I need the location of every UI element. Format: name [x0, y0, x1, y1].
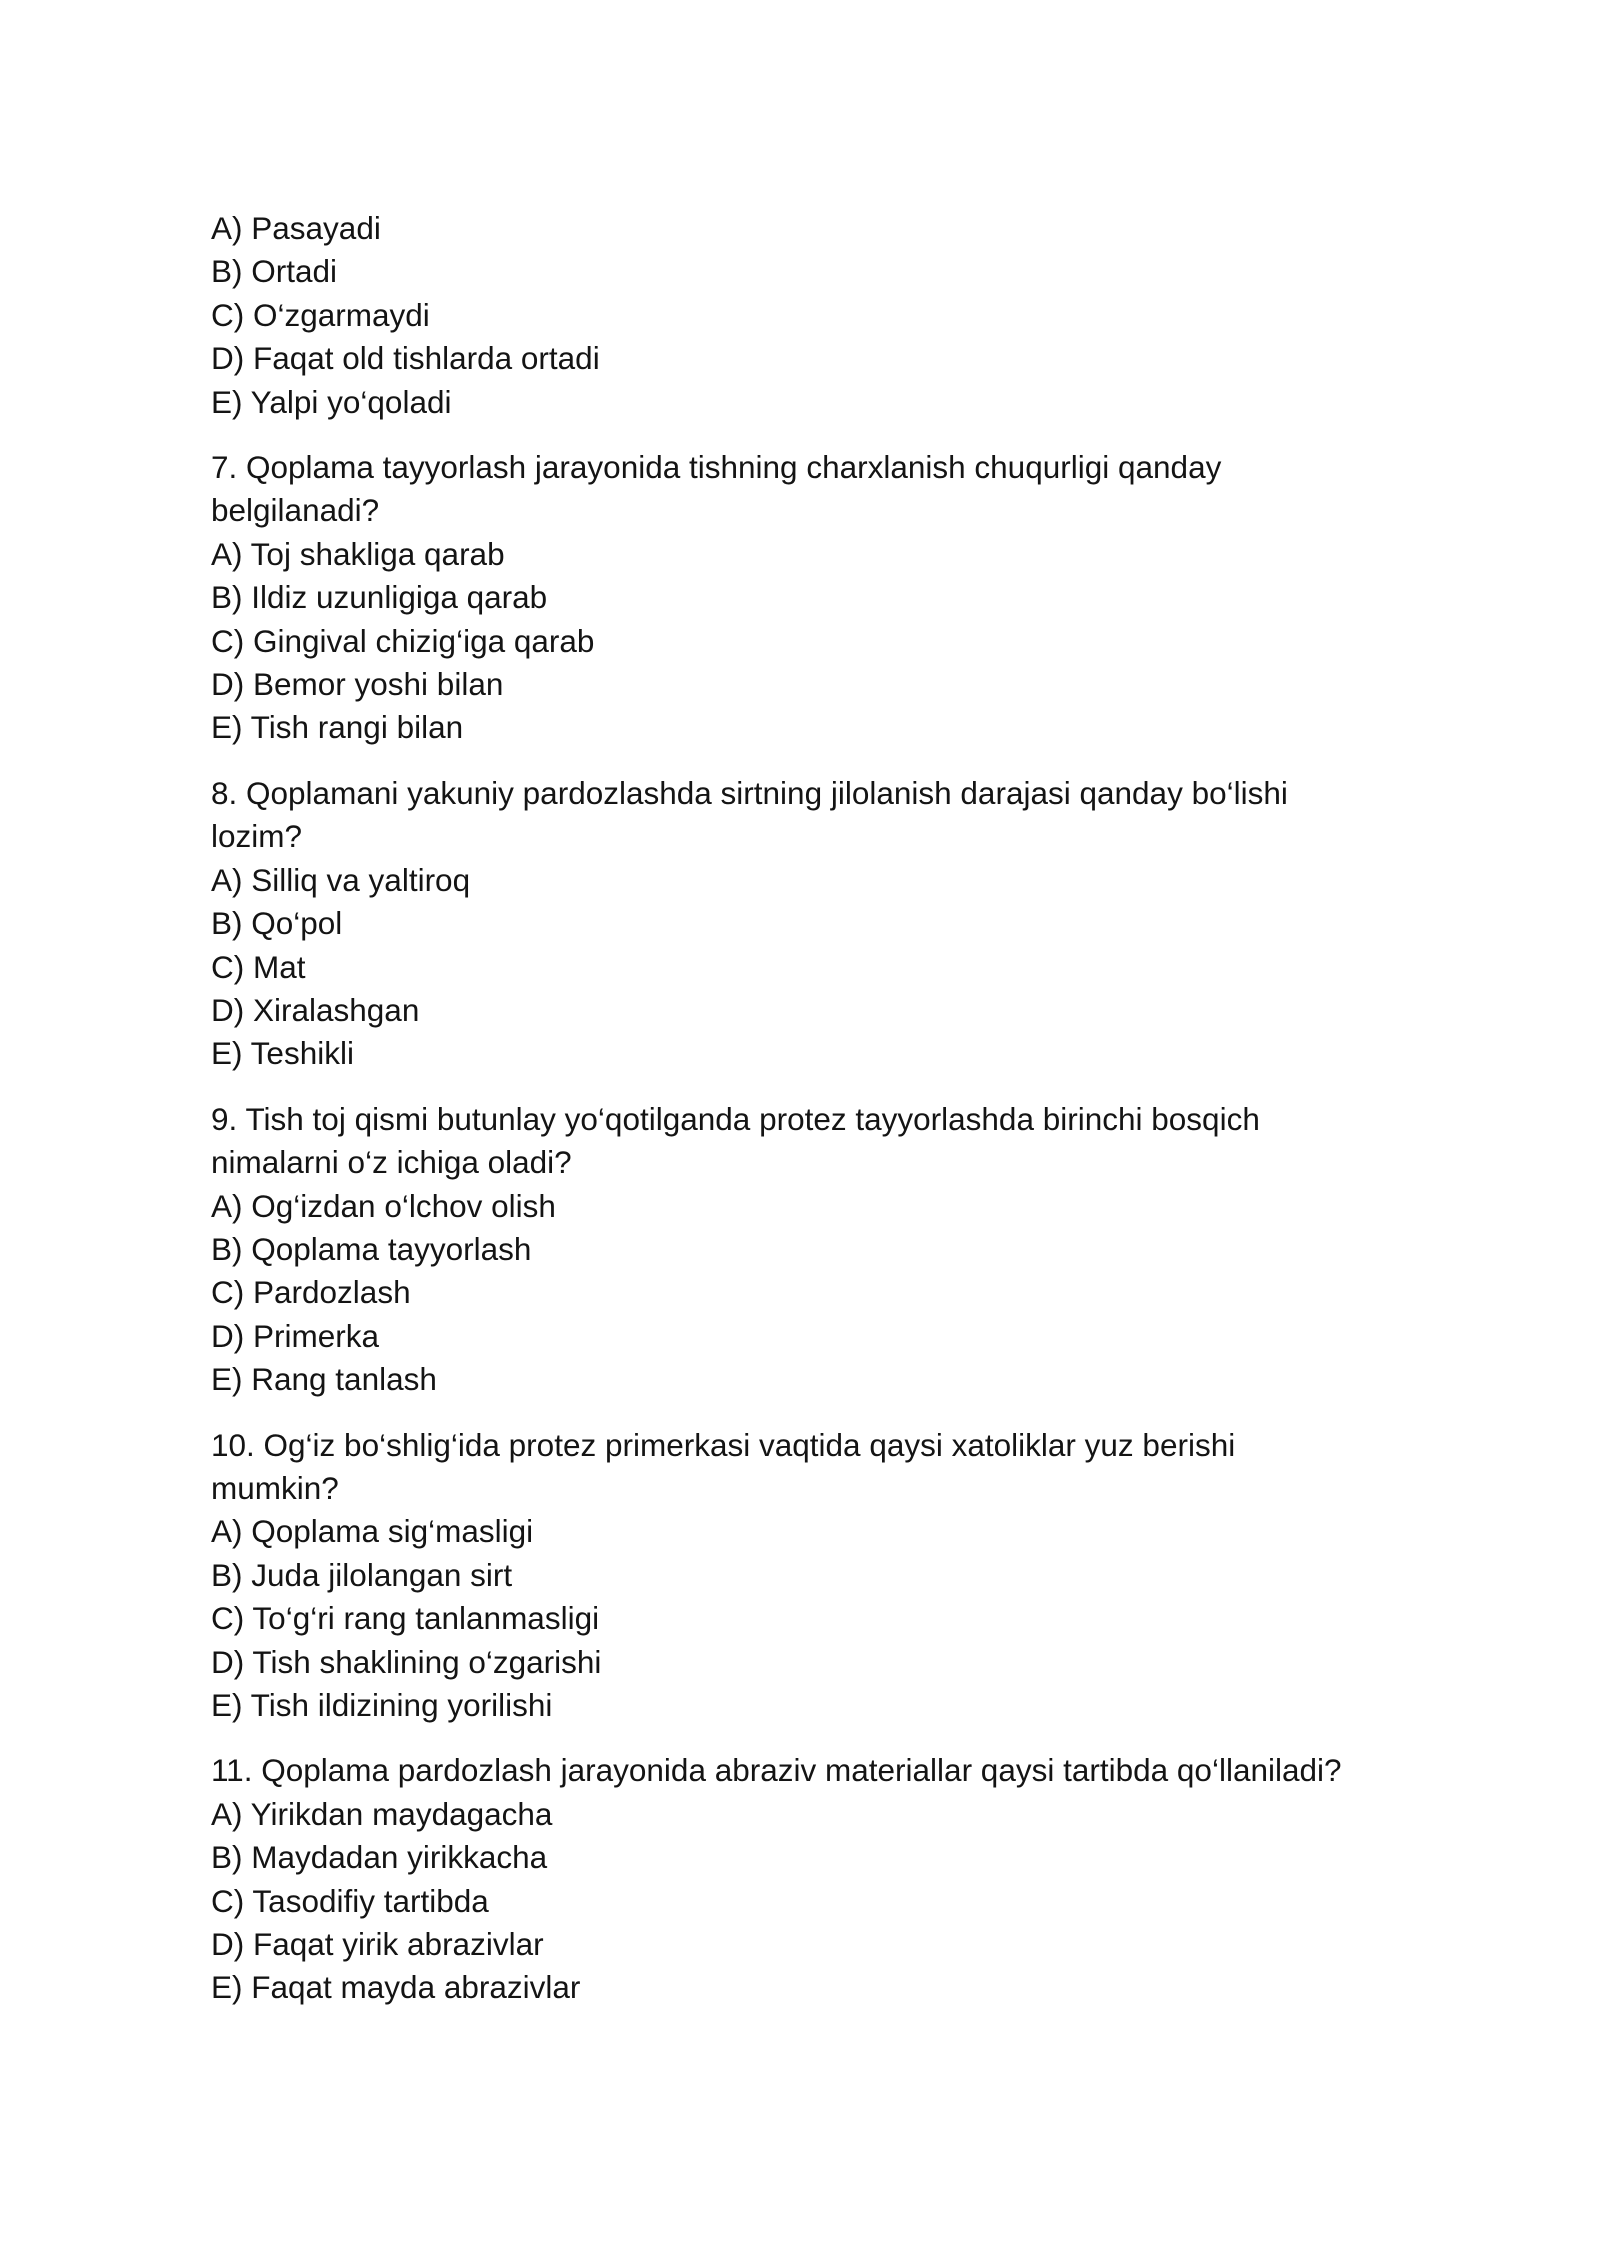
option-a: A) Yirikdan maydagacha: [211, 1795, 553, 1832]
option-c: C) Pardozlash: [211, 1274, 411, 1311]
option-a: A) Pasayadi: [211, 210, 381, 246]
question-block-8: [211, 772, 1411, 1076]
option-e: E) Tish rangi bilan: [211, 709, 464, 746]
question-text: lozim?: [211, 818, 303, 855]
option-d: D) Faqat old tishlarda ortadi: [211, 340, 600, 377]
question-block-10: [211, 1424, 1411, 1728]
question-block-11: [211, 1749, 1411, 2009]
question-text: 11. Qoplama pardozlash jarayonida abraziv materiallar qaysi tartibda qo‘llaniladi?: [211, 1752, 1342, 1789]
option-e: E) Rang tanlash: [211, 1361, 437, 1398]
question-text: 10. Og‘iz bo‘shlig‘ida protez primerkasi vaqtida qaysi xatoliklar yuz berishi: [211, 1426, 1236, 1463]
option-d: D) Tish shaklining o‘zgarishi: [211, 1643, 602, 1680]
option-d: D) Faqat yirik abrazivlar: [211, 1926, 544, 1963]
option-c: C) Gingival chizig‘iga qarab: [211, 622, 595, 659]
option-c: C) O‘zgarmaydi: [211, 296, 430, 333]
question-text: mumkin?: [211, 1469, 339, 1506]
question-text: belgilanadi?: [211, 492, 380, 529]
option-b: B) Ortadi: [211, 253, 338, 290]
option-b: B) Maydadan yirikkacha: [211, 1839, 548, 1876]
document-page: [211, 207, 1411, 2010]
question-text: 8. Qoplamani yakuniy pardozlashda sirtning jilolanish darajasi qanday bo‘lishi: [211, 774, 1288, 811]
option-a: A) Qoplama sig‘masligi: [211, 1513, 534, 1550]
option-c: C) Mat: [211, 948, 306, 985]
option-e: E) Yalpi yo‘qoladi: [211, 383, 452, 420]
question-block-7: [211, 446, 1411, 750]
option-e: E) Faqat mayda abrazivlar: [211, 1969, 581, 2006]
question-block-6: [211, 207, 1411, 424]
option-e: E) Teshikli: [211, 1035, 354, 1072]
question-text: 7. Qoplama tayyorlash jarayonida tishning charxlanish chuqurligi qanday: [211, 449, 1222, 486]
option-d: D) Xiralashgan: [211, 991, 420, 1028]
option-b: B) Qo‘pol: [211, 905, 343, 942]
option-d: D) Primerka: [211, 1317, 380, 1354]
question-text: 9. Tish toj qismi butunlay yo‘qotilganda protez tayyorlashda birinchi bosqich: [211, 1100, 1260, 1137]
option-a: A) Silliq va yaltiroq: [211, 861, 471, 898]
option-d: D) Bemor yoshi bilan: [211, 666, 504, 703]
option-b: B) Juda jilolangan sirt: [211, 1556, 513, 1593]
option-b: B) Ildiz uzunligiga qarab: [211, 579, 548, 616]
option-c: C) Tasodifiy tartibda: [211, 1882, 489, 1919]
option-a: A) Og‘izdan o‘lchov olish: [211, 1187, 556, 1224]
option-c: C) To‘g‘ri rang tanlanmasligi: [211, 1600, 600, 1637]
option-b: B) Qoplama tayyorlash: [211, 1230, 532, 1267]
option-a: A) Toj shakliga qarab: [211, 535, 505, 572]
question-text: nimalarni o‘z ichiga oladi?: [211, 1144, 572, 1181]
question-block-9: [211, 1098, 1411, 1402]
option-e: E) Tish ildizining yorilishi: [211, 1687, 553, 1723]
